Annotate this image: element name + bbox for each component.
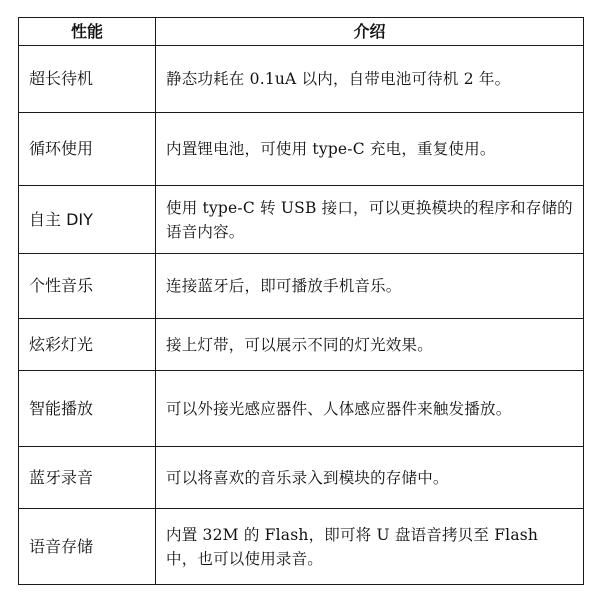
table-row: [19, 186, 584, 254]
table-row: [19, 371, 584, 446]
table-row: [19, 446, 584, 509]
header-row: [19, 18, 584, 46]
description-cell: 内置锂电池，可使用 type-C 充电，重复使用。: [156, 112, 584, 185]
feature-cell: 个性音乐: [19, 254, 156, 319]
header-description: 介绍: [156, 18, 584, 46]
description-cell: 静态功耗在 0.1uA 以内，自带电池可待机 2 年。: [156, 46, 584, 113]
feature-cell: 智能播放: [19, 371, 156, 446]
description-cell: 可以将喜欢的音乐录入到模块的存储中。: [156, 446, 584, 509]
feature-cell: 炫彩灯光: [19, 319, 156, 371]
description-cell: 内置 32M 的 Flash，即可将 U 盘语音拷贝至 Flash 中，也可以使用录音。: [156, 509, 584, 585]
table-row: [19, 46, 584, 113]
description-cell: 接上灯带，可以展示不同的灯光效果。: [156, 319, 584, 371]
header-feature: 性能: [19, 18, 156, 46]
table-row: [19, 112, 584, 185]
description-cell: 连接蓝牙后，即可播放手机音乐。: [156, 254, 584, 319]
feature-table: [18, 17, 584, 585]
table-row: [19, 254, 584, 319]
feature-cell: 循环使用: [19, 112, 156, 185]
feature-cell: 超长待机: [19, 46, 156, 113]
feature-cell: 自主 DIY: [19, 186, 156, 254]
description-cell: 可以外接光感应器件、人体感应器件来触发播放。: [156, 371, 584, 446]
description-cell: 使用 type-C 转 USB 接口，可以更换模块的程序和存储的语音内容。: [156, 186, 584, 254]
table-row: [19, 319, 584, 371]
feature-cell: 蓝牙录音: [19, 446, 156, 509]
feature-cell: 语音存储: [19, 509, 156, 585]
table-row: [19, 509, 584, 585]
